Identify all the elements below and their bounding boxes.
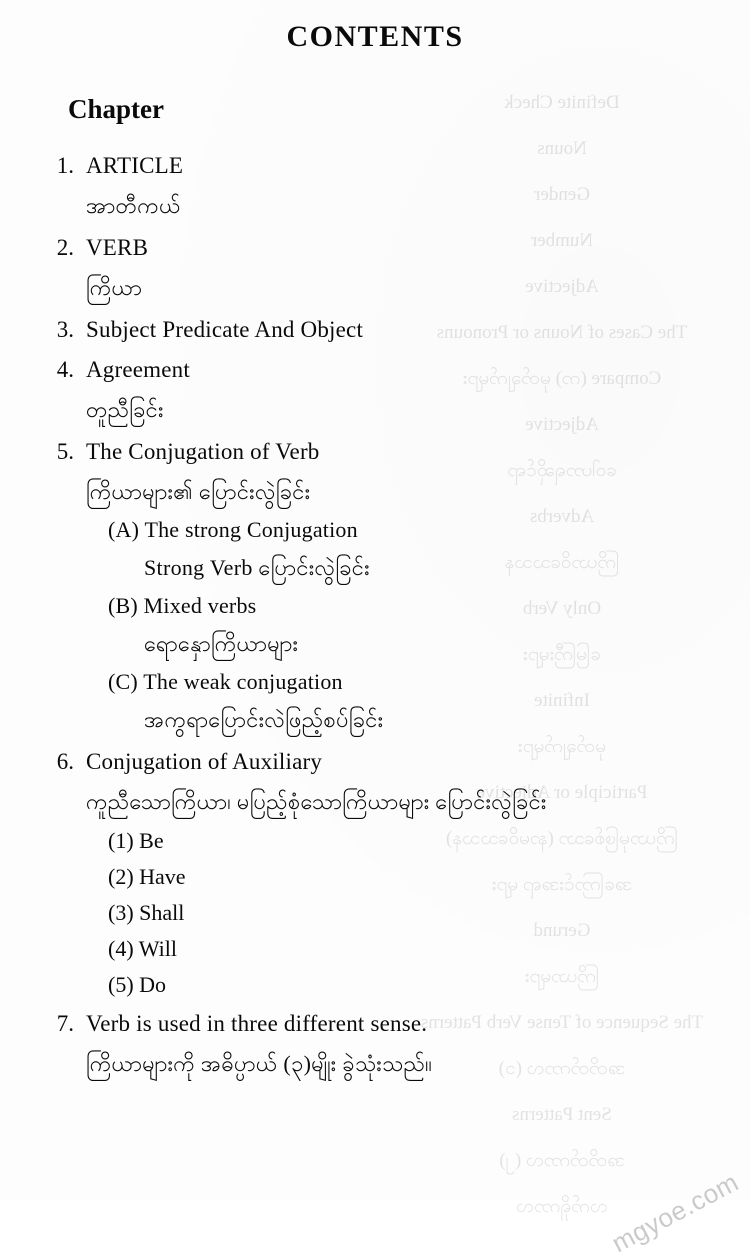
bleed-line: မြေကြီးများ xyxy=(523,644,601,665)
bleed-line: ဝေါဟာရဆိုင်ရာ xyxy=(507,460,617,481)
bleed-line: The Cases of Nouns or Pronouns xyxy=(436,322,688,343)
sub-entry-my: အကွရာပြောင်းလဲဖြည့်စပ်ခြင်း xyxy=(144,707,384,732)
bleed-line: အတိတ်ကာလ (၂) xyxy=(499,1150,625,1171)
entry-number: 2. xyxy=(56,235,74,260)
sub-entry[interactable] xyxy=(108,665,720,741)
chapter-header: Chapter xyxy=(68,94,164,124)
bleed-line: Compare (က) မှတ်ချက်များ xyxy=(462,368,662,389)
entry-title-my: ကြိယာများကို အဓိပ္ပာယ် (၃)မျိုး ခွဲသုံးသည်။ xyxy=(86,1051,433,1076)
bleed-line: The Sequence of Tense Verb Patterns xyxy=(420,1012,704,1033)
toc-entry[interactable] xyxy=(30,311,720,349)
bleed-line: မှတ်ချက်များ xyxy=(517,736,607,757)
bleed-line: အတိတ်ကာလ (၁) xyxy=(498,1058,626,1079)
entry-number: 3. xyxy=(56,317,74,342)
sub-entry-my: ရောနှောကြိယာများ xyxy=(144,631,299,656)
watermark: mgyoe.com xyxy=(606,1166,744,1259)
toc-entry[interactable] xyxy=(30,229,720,309)
entry-number: 1. xyxy=(56,153,74,178)
bleed-line: Participle or Adjective xyxy=(476,782,648,803)
sub-entry-label: (C) The weak conjugation xyxy=(108,669,343,694)
table-of-contents xyxy=(30,147,720,1085)
sub-entry-my: Strong Verb ပြောင်းလွဲခြင်း xyxy=(144,555,370,580)
bleed-line: Adjective xyxy=(525,276,599,297)
entry-title-my: အာတီကယ် xyxy=(86,193,181,218)
entry-title-my: ကြိယာများ၏ ပြောင်းလွဲခြင်း xyxy=(86,479,311,504)
list-item[interactable]: (5) Do xyxy=(108,972,167,997)
sub-entry[interactable] xyxy=(108,589,720,665)
entry-title-en: Verb is used in three different sense. xyxy=(86,1011,428,1036)
bleed-line: Nouns xyxy=(537,138,587,159)
toc-entry[interactable] xyxy=(30,433,720,741)
entry-number: 4. xyxy=(56,357,74,382)
entry-title-en: ARTICLE xyxy=(86,153,184,178)
entry-title-en: Subject Predicate And Object xyxy=(86,317,364,342)
toc-entry[interactable] xyxy=(30,147,720,227)
entry-title-my: တူညီခြင်း xyxy=(86,397,164,422)
entry-title-my: ကူညီသောကြိယာ၊ မပြည့်စုံသောကြိယာများ ပြောင်းလွဲခြင်း xyxy=(86,789,547,814)
bleed-line: Definite Check xyxy=(504,92,620,113)
list-item[interactable]: (4) Will xyxy=(108,936,177,961)
list-item[interactable]: (1) Be xyxy=(108,828,164,853)
entry-number: 6. xyxy=(56,749,74,774)
bleed-line: အကြောင်းအရာ များ xyxy=(491,874,633,895)
bleed-line: Only Verb xyxy=(522,598,602,619)
toc-entry[interactable] xyxy=(30,1005,720,1085)
entry-title-my: ကြိယာ xyxy=(86,275,143,300)
bleed-line: Adverbs xyxy=(529,506,595,527)
bleed-line: Number xyxy=(530,230,594,251)
entry-title-en: VERB xyxy=(86,235,149,260)
bleed-line: Infinite xyxy=(534,690,590,711)
list-item[interactable]: (3) Shall xyxy=(108,900,185,925)
toc-entry[interactable] xyxy=(30,351,720,431)
sub-entry[interactable] xyxy=(108,513,720,589)
bleed-line: Gender xyxy=(534,184,590,205)
entry-title-en: Conjugation of Auxiliary xyxy=(86,749,323,774)
bleed-line: ကြိယာများ xyxy=(524,966,600,987)
bleed-line: Gerund xyxy=(533,920,591,941)
bleed-line: ကြိယာမှဖြစ်သော (နာမဝိသေသန) xyxy=(445,828,679,849)
bleed-line: Sent Patterns xyxy=(512,1104,612,1125)
list-item[interactable]: (2) Have xyxy=(108,864,186,889)
page-title: CONTENTS xyxy=(286,20,464,53)
entry-number: 7. xyxy=(56,1011,74,1036)
bleed-line: ကြိယာဝိသေသန xyxy=(504,552,620,573)
entry-title-en: The Conjugation of Verb xyxy=(86,439,320,464)
entry-number: 5. xyxy=(56,439,74,464)
bleed-line: လက်ရှိကာလ xyxy=(516,1196,608,1217)
sub-entry-label: (A) The strong Conjugation xyxy=(108,517,358,542)
sub-entry-label: (B) Mixed verbs xyxy=(108,593,257,618)
bleed-line: Adjective xyxy=(525,414,599,435)
entry-title-en: Agreement xyxy=(86,357,190,382)
toc-entry[interactable] xyxy=(30,743,720,1003)
